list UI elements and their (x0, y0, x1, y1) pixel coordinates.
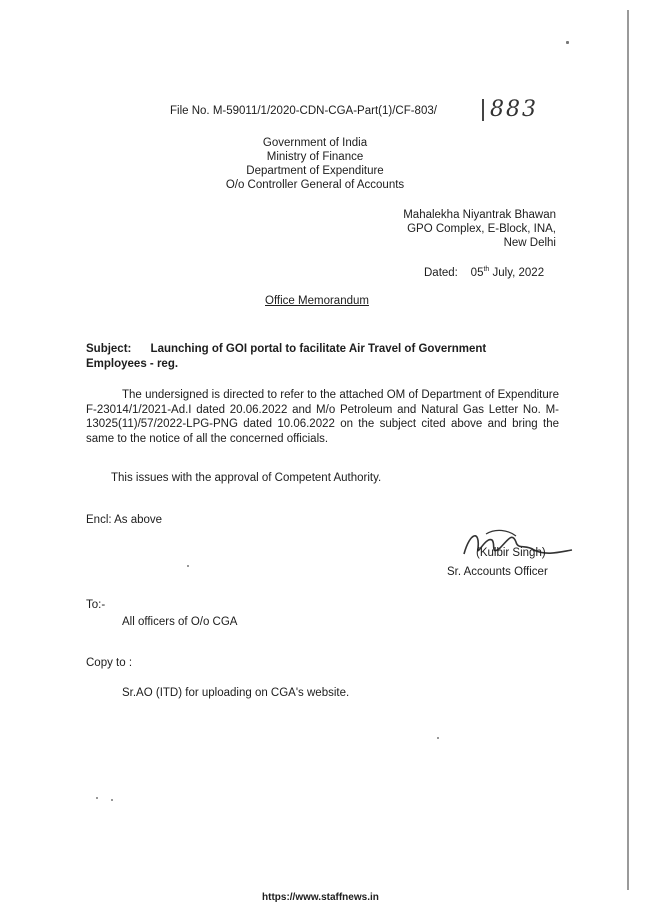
scan-speck (187, 565, 189, 567)
date-rest: July, 2022 (492, 267, 545, 279)
to-label: To:- (86, 599, 106, 611)
subject-block (86, 342, 536, 372)
address-line-1: Mahalekha Niyantrak Bhawan (403, 209, 556, 221)
header-government: Government of India (262, 137, 368, 149)
subject-text: Launching of GOI portal to facilitate Air Travel of Government Employees - reg. (86, 343, 487, 370)
handwritten-stroke (482, 99, 484, 121)
body-paragraph-1: The undersigned is directed to refer to the attached OM of Department of Expenditure F-23014/1/2021-Ad.I dated 20.06.2022 and M/o Petroleum and Natural Gas Letter No. M-13025(11)/57/2022-LPG-PNG dated 10.06.2022 on the subject cited above and bring the same to the notice of all the concerned officials. (86, 389, 559, 445)
enclosure: Encl: As above (86, 514, 163, 526)
signatory-name: (Kulbir Singh) (476, 547, 546, 559)
date-label: Dated: (424, 267, 458, 279)
signatory-designation: Sr. Accounts Officer (447, 566, 548, 578)
scan-speck (437, 737, 439, 739)
file-number-value: M-59011/1/2020-CDN-CGA-Part(1)/CF-803/ (212, 105, 437, 117)
handwritten-number: 883 (490, 97, 538, 122)
scan-speck (566, 41, 569, 44)
file-number-label: File No. (170, 105, 210, 117)
copy-to-label: Copy to : (86, 657, 133, 669)
copy-to-recipient: Sr.AO (ITD) for uploading on CGA's website. (122, 687, 350, 699)
file-number (170, 104, 437, 118)
header-department: Department of Expenditure (246, 165, 384, 177)
address-line-2: GPO Complex, E-Block, INA, (407, 223, 556, 235)
header-ministry: Ministry of Finance (266, 151, 364, 163)
date-line (424, 266, 544, 280)
scan-speck (111, 799, 113, 801)
footer-url[interactable]: https://www.staffnews.in (262, 892, 379, 903)
subject-label: Subject: (86, 343, 132, 355)
memo-title: Office Memorandum (265, 295, 369, 307)
scan-speck (96, 797, 98, 799)
date-day: 05 (470, 267, 484, 279)
body-paragraph-2: This issues with the approval of Competent Authority. (111, 472, 382, 484)
header-block (210, 136, 420, 192)
scan-edge-line (627, 10, 629, 890)
header-office: O/o Controller General of Accounts (225, 179, 405, 191)
date-suffix: th (483, 266, 490, 274)
address-line-3: New Delhi (503, 237, 556, 249)
to-recipient: All officers of O/o CGA (122, 616, 238, 628)
address-block (340, 208, 556, 250)
